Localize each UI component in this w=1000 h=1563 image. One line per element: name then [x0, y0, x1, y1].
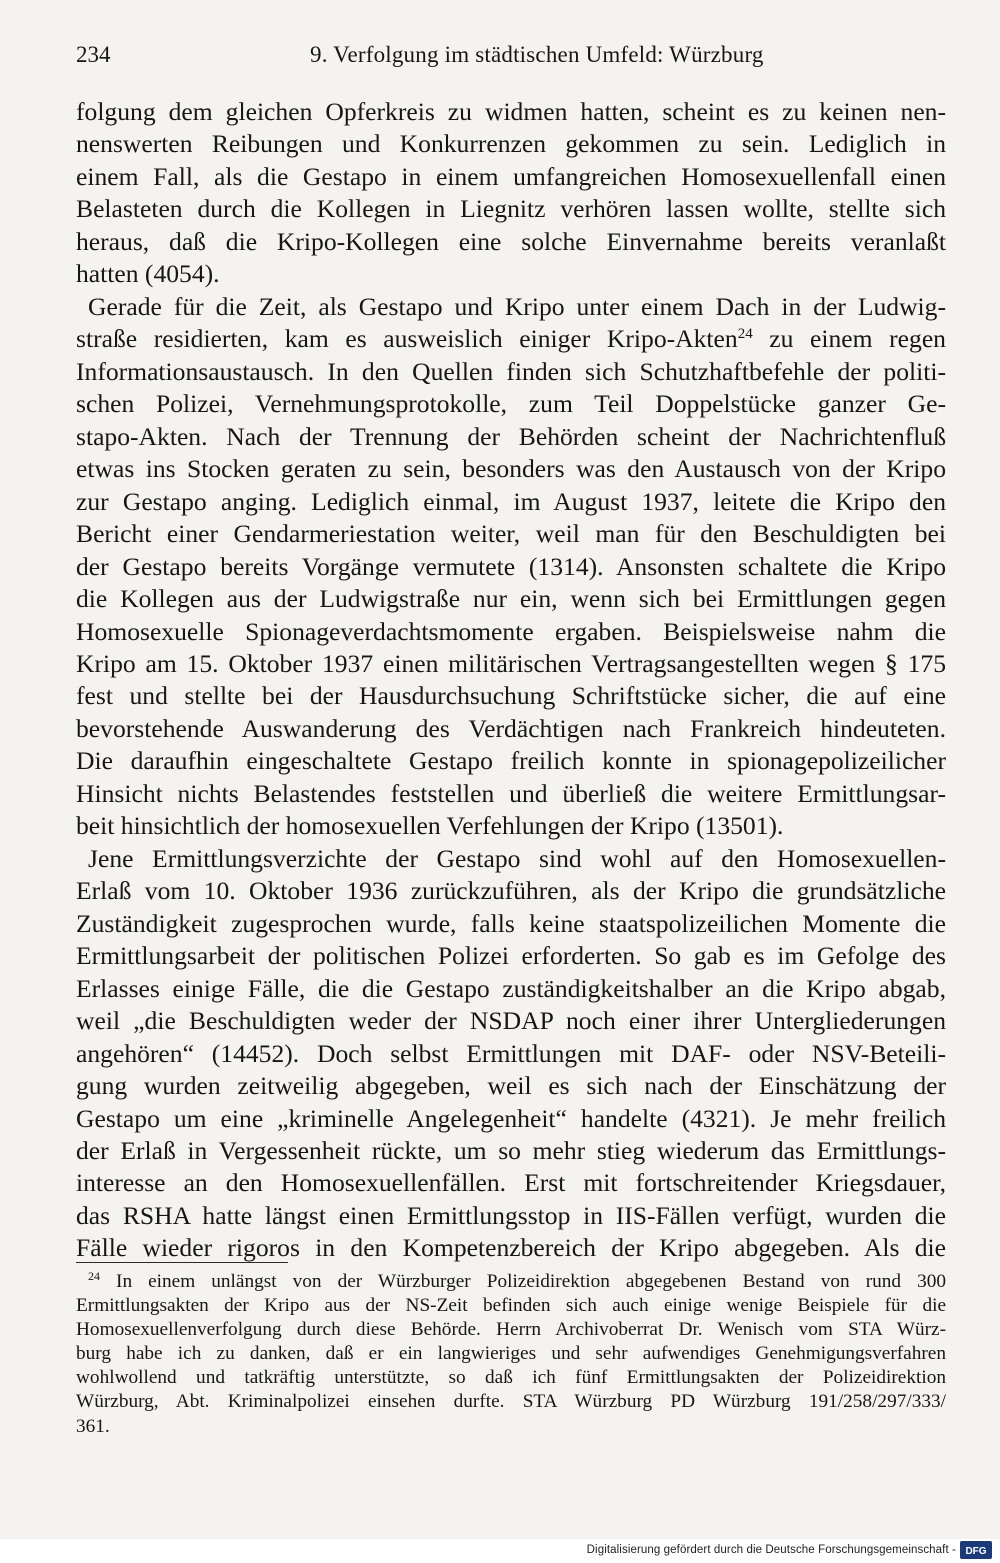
- text-line: fest und stellte bei der Hausdurchsuchung Schriftstücke sicher, die auf eine: [76, 681, 946, 711]
- footnote-line: burg habe ich zu danken, daß er ein langwieriges und sehr aufwendiges Genehmigungsverfahren: [76, 1343, 946, 1365]
- text-line: folgung dem gleichen Opferkreis zu widmen hatten, scheint es zu keinen nen-: [76, 97, 946, 126]
- footnote-line: Ermittlungsakten der Kripo aus der NS-Zeit befinden sich auch einige wenige Beispiele für die: [76, 1295, 946, 1317]
- text-line: schen Polizei, Vernehmungsprotokolle, zum Teil Doppelstücke ganzer Ge-: [76, 389, 946, 419]
- text-line: die Kollegen aus der Ludwigstraße nur ein, wenn sich bei Ermittlungen gegen: [76, 584, 946, 614]
- text-line: beit hinsichtlich der homosexuellen Verfehlungen der Kripo (13501).: [76, 811, 784, 841]
- chapter-title: 9. Verfolgung im städtischen Umfeld: Würzburg: [310, 42, 764, 67]
- footnote: [76, 1270, 946, 1439]
- text-line: nenswerten Reibungen und Konkurrenzen gekommen zu sein. Lediglich in: [76, 129, 946, 159]
- text-line: einem Fall, als die Gestapo in einem umfangreichen Homosexuellenfall einen: [76, 161, 946, 191]
- paragraph: [76, 291, 946, 843]
- paragraph: [76, 96, 946, 291]
- text-line: Bericht einer Gendarmeriestation weiter, weil man für den Beschuldigten bei: [76, 519, 946, 549]
- text-line: Gerade für die Zeit, als Gestapo und Kripo unter einem Dach in der Ludwig-: [88, 291, 946, 321]
- footnote-line: Würzburg, Abt. Kriminalpolizei einsehen durfte. STA Würzburg PD Würzburg 191/258/297/333/: [76, 1391, 946, 1413]
- dfg-logo-text: DFG: [965, 1546, 987, 1557]
- text-line: Gestapo um eine „kriminelle Angelegenheit“ handelte (4321). Je mehr freilich: [76, 1103, 946, 1133]
- text-line: straße residierten, kam es ausweislich einiger Kripo-Akten$^{24}$ zu einem regen: [76, 324, 946, 354]
- text-line: Erlaß vom 10. Oktober 1936 zurückzuführen, als der Kripo die grundsätzliche: [76, 876, 946, 906]
- text-line: Die daraufhin eingeschaltete Gestapo freilich konnte in spionagepolizeilicher: [76, 746, 946, 776]
- text-line: Informationsaustausch. In den Quellen finden sich Schutzhaftbefehle der politi-: [76, 356, 946, 386]
- running-head: [76, 38, 946, 72]
- text-line: zur Gestapo anging. Lediglich einmal, im August 1937, leitete die Kripo den: [76, 486, 946, 516]
- text-line: etwas ins Stocken geraten zu sein, besonders was den Austausch von der Kripo: [76, 454, 946, 484]
- text-line: der Erlaß in Vergessenheit rückte, um so mehr stieg wiederum das Ermittlungs-: [76, 1136, 946, 1165]
- paragraph: [76, 843, 946, 1265]
- text-line: Kripo am 15. Oktober 1937 einen militärischen Vertragsangestellten wegen § 175: [76, 648, 946, 678]
- text-line: Erlasses einige Fälle, die die Gestapo zuständigkeitshalber an die Kripo abgab,: [76, 973, 946, 1003]
- text-line: Hinsicht nichts Belastendes feststellen und überließ die weitere Ermittlungsar-: [76, 778, 946, 808]
- text-line: der Gestapo bereits Vorgänge vermutete (1314). Ansonsten schaltete die Kripo: [76, 551, 946, 581]
- text-line: Homosexuelle Spionageverdachtsmomente ergaben. Beispielsweise nahm die: [76, 616, 946, 646]
- text-line: weil „die Beschuldigten weder der NSDAP noch einer ihrer Untergliederungen: [76, 1006, 946, 1036]
- text-line: Zuständigkeit zugesprochen wurde, falls keine staatspolizeilichen Momente die: [76, 908, 946, 938]
- footnote-line: wohlwollend und tatkräftig unterstützte, so daß ich fünf Ermittlungsakten der Polizeidirektion: [76, 1367, 946, 1389]
- footnote-separator: [76, 1262, 288, 1263]
- text-line: Ermittlungsarbeit der politischen Polizei erforderten. So gab es im Gefolge des: [76, 941, 946, 971]
- text-line: Jene Ermittlungsverzichte der Gestapo sind wohl auf den Homosexuellen-: [88, 843, 946, 873]
- text-line: Fälle wieder rigoros in den Kompetenzbereich der Kripo abgegeben. Als die: [76, 1233, 946, 1263]
- text-line: bevorstehende Auswanderung des Verdächtigen nach Frankreich hindeuteten.: [76, 713, 946, 743]
- text-line: gung wurden zeitweilig abgegeben, weil es sich nach der Einschätzung der: [76, 1071, 946, 1101]
- funding-notice: Digitalisierung gefördert durch die Deutsche Forschungsgemeinschaft -: [586, 1544, 956, 1556]
- footnote-marker: 24: [88, 1269, 100, 1283]
- text-line: Belasteten durch die Kollegen in Liegnitz verhören lassen wollte, stellte sich: [76, 194, 946, 224]
- footnote-line: 361.: [76, 1415, 110, 1437]
- text-line: interesse an den Homosexuellenfällen. Erst mit fortschreitender Kriegsdauer,: [76, 1168, 946, 1198]
- text-line: angehören“ (14452). Doch selbst Ermittlungen mit DAF- oder NSV-Beteili-: [76, 1038, 946, 1068]
- text-line: heraus, daß die Kripo-Kollegen eine solche Einvernahme bereits veranlaßt: [76, 226, 946, 256]
- body-text: [76, 96, 946, 1263]
- footnote-marker: 24: [737, 326, 753, 343]
- footnote-line: $^{24}$ In einem unlängst von der Würzburger Polizeidirektion abgegebenen Bestand von rund 300: [88, 1269, 946, 1292]
- text-line: das RSHA hatte längst einen Ermittlungsstop in IIS-Fällen verfügt, wurden die: [76, 1200, 946, 1230]
- footnotes: [76, 1270, 946, 1450]
- footnote-line: Homosexuellenverfolgung durch diese Behörde. Herrn Archivoberrat Dr. Wenisch vom STA Würz-: [76, 1319, 946, 1341]
- page-number: 234: [76, 42, 111, 67]
- text-line: hatten (4054).: [76, 259, 220, 289]
- dfg-logo-icon: [960, 1541, 992, 1559]
- text-line: stapo-Akten. Nach der Trennung der Behörden scheint der Nachrichtenfluß: [76, 421, 946, 451]
